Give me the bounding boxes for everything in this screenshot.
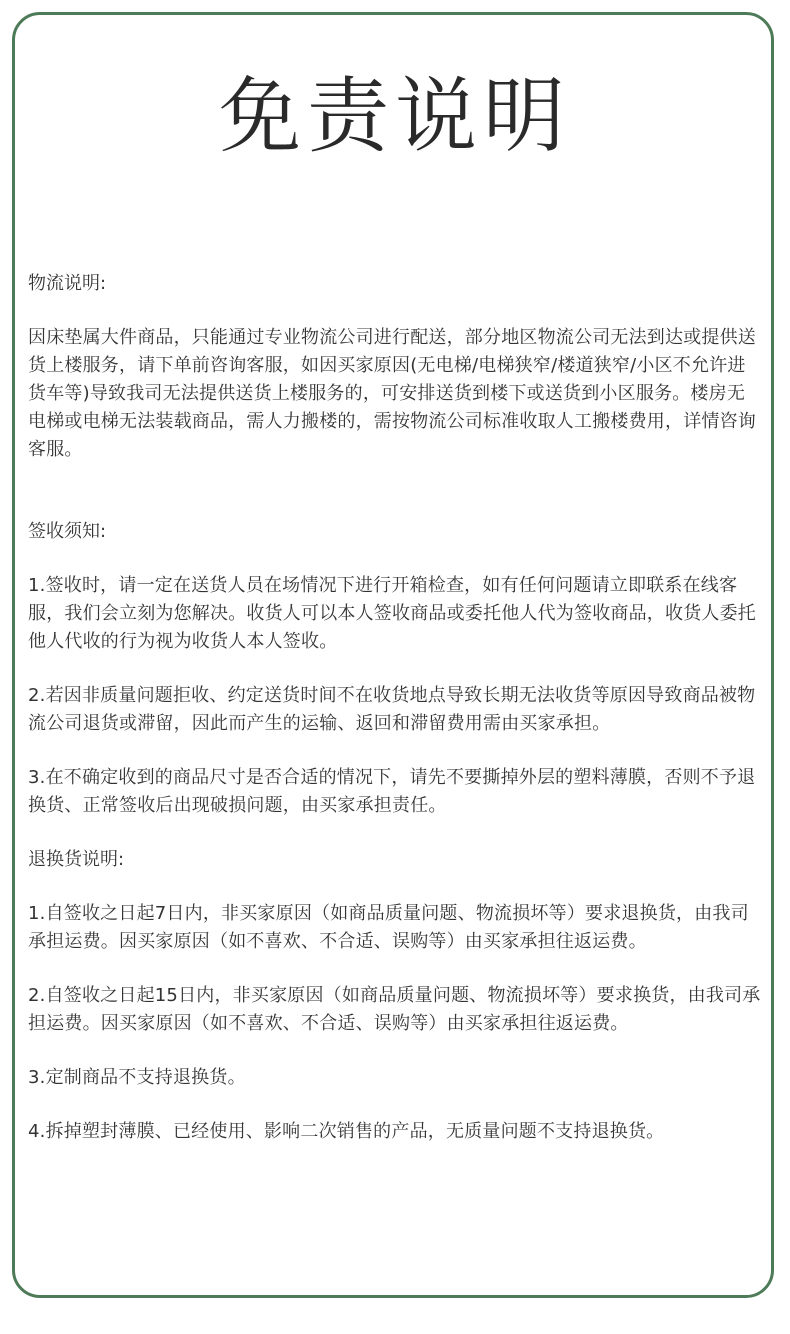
page-title: 免责说明: [218, 69, 571, 164]
receipt-heading: 签收须知:: [28, 521, 107, 542]
returns-item-3: 3.定制商品不支持退换货。: [28, 1067, 246, 1088]
logistics-heading: 物流说明:: [28, 273, 107, 294]
returns-item-1: 1.自签收之日起7日内，非买家原因（如商品质量问题、物流损坏等）要求退换货，由我司承担运费。因买家原因（如不喜欢、不合适、误购等）由买家承担往返运费。: [28, 903, 749, 952]
receipt-item-2: 2.若因非质量问题拒收、约定送货时间不在收货地点导致长期无法收货等原因导致商品被物流公司退货或滞留，因此而产生的运输、返回和滞留费用需由买家承担。: [28, 685, 756, 734]
disclaimer-content: [28, 270, 763, 1146]
returns-item-4: 4.拆掉塑封薄膜、已经使用、影响二次销售的产品，无质量问题不支持退换货。: [28, 1121, 665, 1142]
receipt-item-1: 1.签收时，请一定在送货人员在场情况下进行开箱检查，如有任何问题请立即联系在线客服，我们会立刻为您解决。收货人可以本人签收商品或委托他人代为签收商品，收货人委托他人代收的行为视为收货人本人签收。: [28, 575, 756, 652]
logistics-body: 因床垫属大件商品，只能通过专业物流公司进行配送，部分地区物流公司无法到达或提供送货上楼服务，请下单前咨询客服，如因买家原因(无电梯/电梯狭窄/楼道狭窄/小区不允许进货车等)导致我司无法提供送货上楼服务的，可安排送货到楼下或送货到小区服务。楼房无电梯或电梯无法装载商品，需人力搬楼的，需按物流公司标准收取人工搬楼费用，详情咨询客服。: [28, 327, 756, 460]
receipt-item-3: 3.在不确定收到的商品尺寸是否合适的情况下，请先不要撕掉外层的塑料薄膜，否则不予退换货、正常签收后出现破损问题，由买家承担责任。: [28, 767, 756, 816]
returns-heading: 退换货说明:: [28, 849, 125, 870]
returns-item-2: 2.自签收之日起15日内，非买家原因（如商品质量问题、物流损坏等）要求换货，由我司承担运费。因买家原因（如不喜欢、不合适、误购等）由买家承担往返运费。: [28, 985, 761, 1034]
